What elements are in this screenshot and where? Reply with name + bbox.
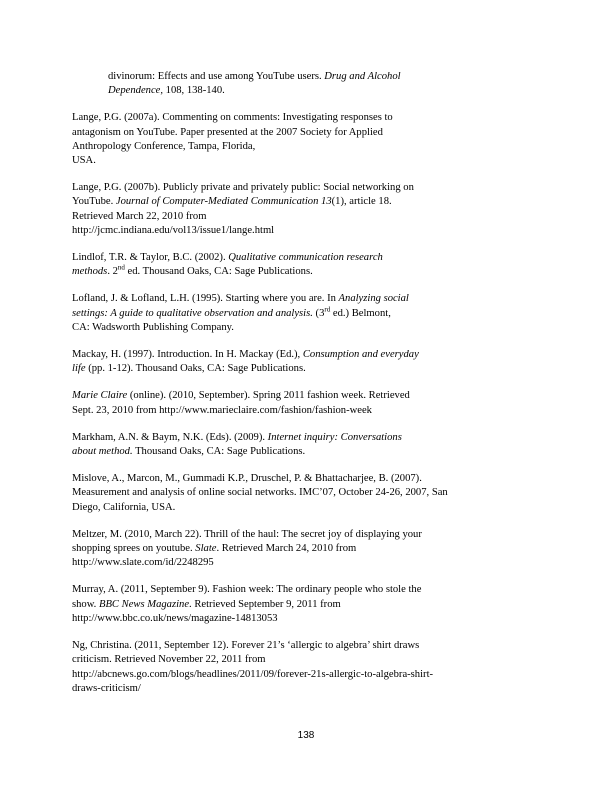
reference-entry: Lindlof, T.R. & Taylor, B.C. (2002). Qualitative communication research methods. 2nd ed. Thousand Oaks, CA: Sage Publications. bbox=[72, 252, 383, 278]
reference-entry: Mislove, A., Marcon, M., Gummadi K.P., Druschel, P. & Bhattacharjee, B. (2007). Measurement and analysis of online social networks. IMC’07, October 24-26, 2007, San Diego, California, USA. bbox=[72, 473, 448, 513]
reference-entry: Marie Claire (online). (2010, September). Spring 2011 fashion week. Retrieved Sept. 23, 2010 from http://www.marieclaire.com/fashion/fashion-week bbox=[72, 390, 410, 416]
reference-entry: Ng, Christina. (2011, September 12). Forever 21’s ‘allergic to algebra’ shirt draws criticism. Retrieved November 22, 2011 from http://abcnews.go.com/blogs/headlines/2011/09/forever-21s-allergic-to-algebra-shirt- draws-criticism/ bbox=[72, 640, 434, 694]
reference-list bbox=[72, 70, 542, 709]
reference-entry: Lange, P.G. (2007b). Publicly private and privately public: Social networking on YouTube. Journal of Computer-Mediated Communication 13(1), article 18. Retrieved March 22, 2010 from http://jcmc.indiana.edu/vol13/issue1/lange.html bbox=[72, 182, 414, 236]
reference-entry: Markham, A.N. & Baym, N.K. (Eds). (2009). Internet inquiry: Conversations about method. Thousand Oaks, CA: Sage Publications. bbox=[72, 431, 402, 458]
reference-entry: Lange, P.G. (2007a). Commenting on comments: Investigating responses to antagonism on YouTube. Paper presented at the 2007 Society for Applied Anthropology Conference, Tampa, Florida, USA. bbox=[72, 112, 393, 167]
page-number: 138 bbox=[297, 730, 315, 741]
reference-entry: Lofland, J. & Lofland, L.H. (1995). Starting where you are. In Analyzing social settings: A guide to qualitative observation and analysis. (3rd ed.) Belmont, CA: Wadsworth Publishing Company. bbox=[72, 293, 409, 333]
reference-entry-continued: divinorum: Effects and use among YouTube users. Drug and Alcohol Dependence, 108, 138-140. bbox=[108, 71, 401, 97]
reference-entry: Meltzer, M. (2010, March 22). Thrill of the haul: The secret joy of displaying your shopping sprees on youtube. Slate. Retrieved March 24, 2010 from http://www.slate.com/id/2248295 bbox=[72, 528, 422, 569]
reference-entry: Mackay, H. (1997). Introduction. In H. Mackay (Ed.), Consumption and everyday life (pp. 1-12). Thousand Oaks, CA: Sage Publications. bbox=[72, 349, 419, 375]
reference-entry: Murray, A. (2011, September 9). Fashion week: The ordinary people who stole the show. BBC News Magazine. Retrieved September 9, 2011 from http://www.bbc.co.uk/news/magazine-14813053 bbox=[72, 584, 422, 624]
